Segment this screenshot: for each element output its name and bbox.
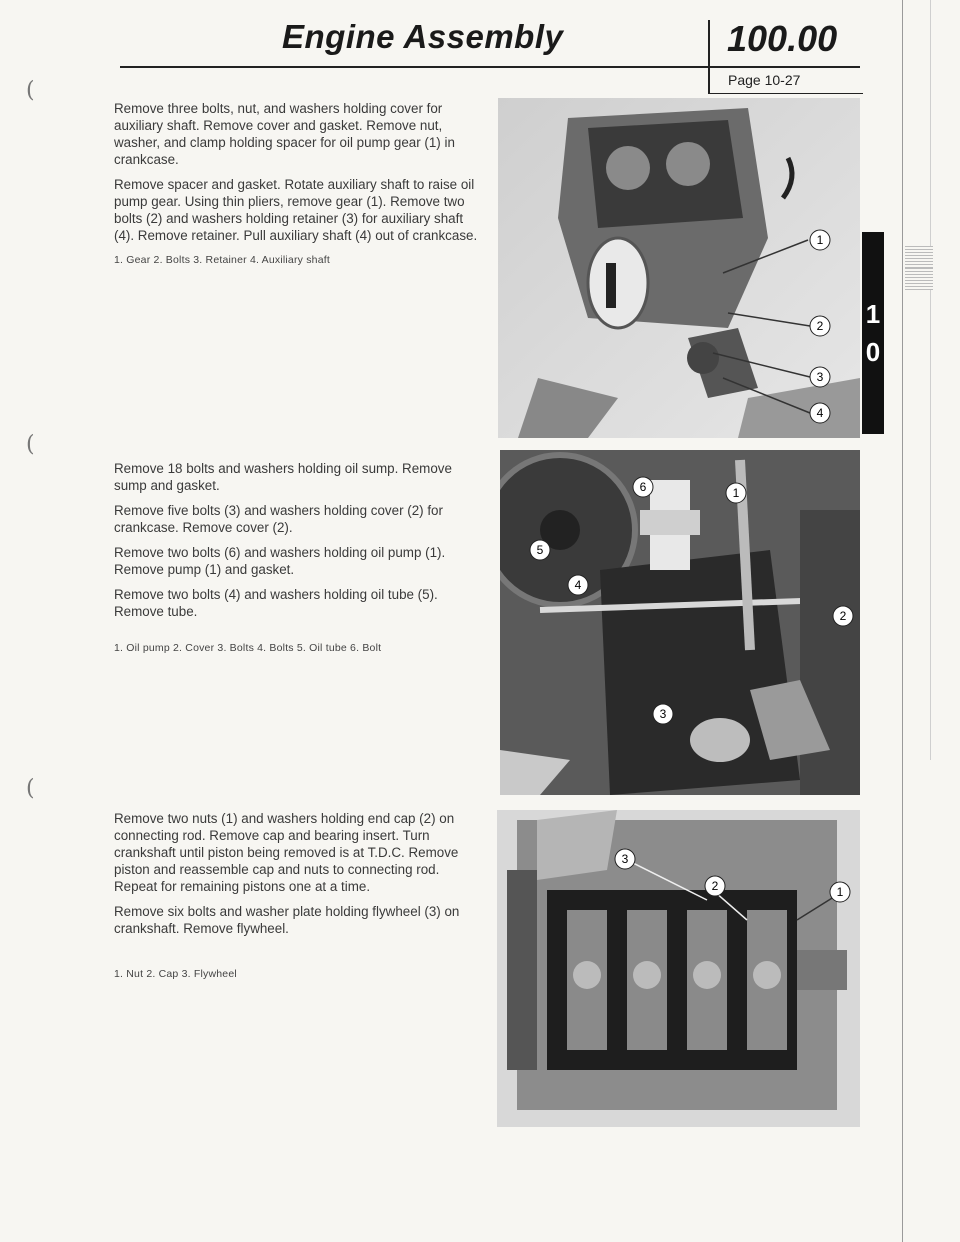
- edge-mark: [905, 268, 933, 290]
- punch-hole-mark: (: [26, 776, 35, 801]
- callout-label: 2: [839, 609, 847, 623]
- section-3-text: [114, 810, 486, 945]
- photo-auxiliary-shaft: [498, 98, 860, 438]
- page-reference: Page 10-27: [728, 72, 801, 88]
- edge-mark: [905, 246, 933, 268]
- instruction-paragraph: Remove spacer and gasket. Rotate auxiliary shaft to raise oil pump gear. Using thin pliers, remove gear (1). Remove two bolts (2) and washers holding retainer (3) for auxiliary shaft (4). Remove retainer. Pull auxiliary shaft (4) out of crankcase.: [114, 177, 478, 243]
- instruction-paragraph: Remove two nuts (1) and washers holding end cap (2) on connecting rod. Remove cap and bearing insert. Turn crankshaft until piston being removed is at T.D.C. Remove piston and reassemble cap and nuts to connecting rod. Repeat for remaining pistons one at a time.: [114, 811, 459, 894]
- binding-edge-line: [930, 0, 931, 760]
- callout-label: 3: [659, 707, 667, 721]
- callout-label: 2: [816, 319, 824, 333]
- section-number: 100.00: [727, 18, 838, 59]
- instruction-paragraph: Remove two bolts (6) and washers holding oil pump (1). Remove pump (1) and gasket.: [114, 545, 446, 577]
- figure-legend: 1. Nut 2. Cap 3. Flywheel: [114, 968, 237, 980]
- callout-label: 1: [732, 486, 740, 500]
- section-2-text: [114, 460, 486, 628]
- photo-crankcase: [497, 810, 860, 1127]
- figure-legend: 1. Oil pump 2. Cover 3. Bolts 4. Bolts 5. Oil tube 6. Bolt: [114, 642, 382, 654]
- figure-legend: 1. Gear 2. Bolts 3. Retainer 4. Auxiliary shaft: [114, 254, 331, 266]
- header-divider: [708, 20, 710, 94]
- callout-label: 4: [816, 406, 824, 420]
- section-tab-digit: 0: [865, 337, 881, 367]
- callout-label: 1: [836, 885, 844, 899]
- callout-label: 5: [536, 543, 544, 557]
- photo-oil-pump: [500, 450, 860, 795]
- callout-label: 2: [711, 879, 719, 893]
- punch-hole-mark: (: [26, 78, 35, 103]
- instruction-paragraph: Remove two bolts (4) and washers holding oil tube (5). Remove tube.: [114, 587, 438, 619]
- callout-label: 1: [816, 233, 824, 247]
- instruction-paragraph: Remove 18 bolts and washers holding oil sump. Remove sump and gasket.: [114, 461, 452, 493]
- callout-label: 4: [574, 578, 582, 592]
- section-1-text: [114, 100, 486, 252]
- callout-label: 3: [816, 370, 824, 384]
- instruction-paragraph: Remove six bolts and washer plate holding flywheel (3) on crankshaft. Remove flywheel.: [114, 904, 460, 936]
- header-rule: [120, 66, 860, 68]
- section-tab: [862, 232, 884, 434]
- punch-hole-mark: (: [26, 432, 35, 457]
- page-ref-rule: [708, 93, 863, 94]
- callout-label: 6: [639, 480, 647, 494]
- binding-edge-line: [902, 0, 903, 1242]
- page-title: Engine Assembly: [282, 18, 564, 55]
- instruction-paragraph: Remove five bolts (3) and washers holding cover (2) for crankcase. Remove cover (2).: [114, 503, 443, 535]
- instruction-paragraph: Remove three bolts, nut, and washers holding cover for auxiliary shaft. Remove cover and gasket. Remove nut, washer, and clamp holding spacer for oil pump gear (1) in crankcase.: [114, 101, 455, 167]
- section-tab-digit: 1: [865, 299, 881, 329]
- callout-label: 3: [621, 852, 629, 866]
